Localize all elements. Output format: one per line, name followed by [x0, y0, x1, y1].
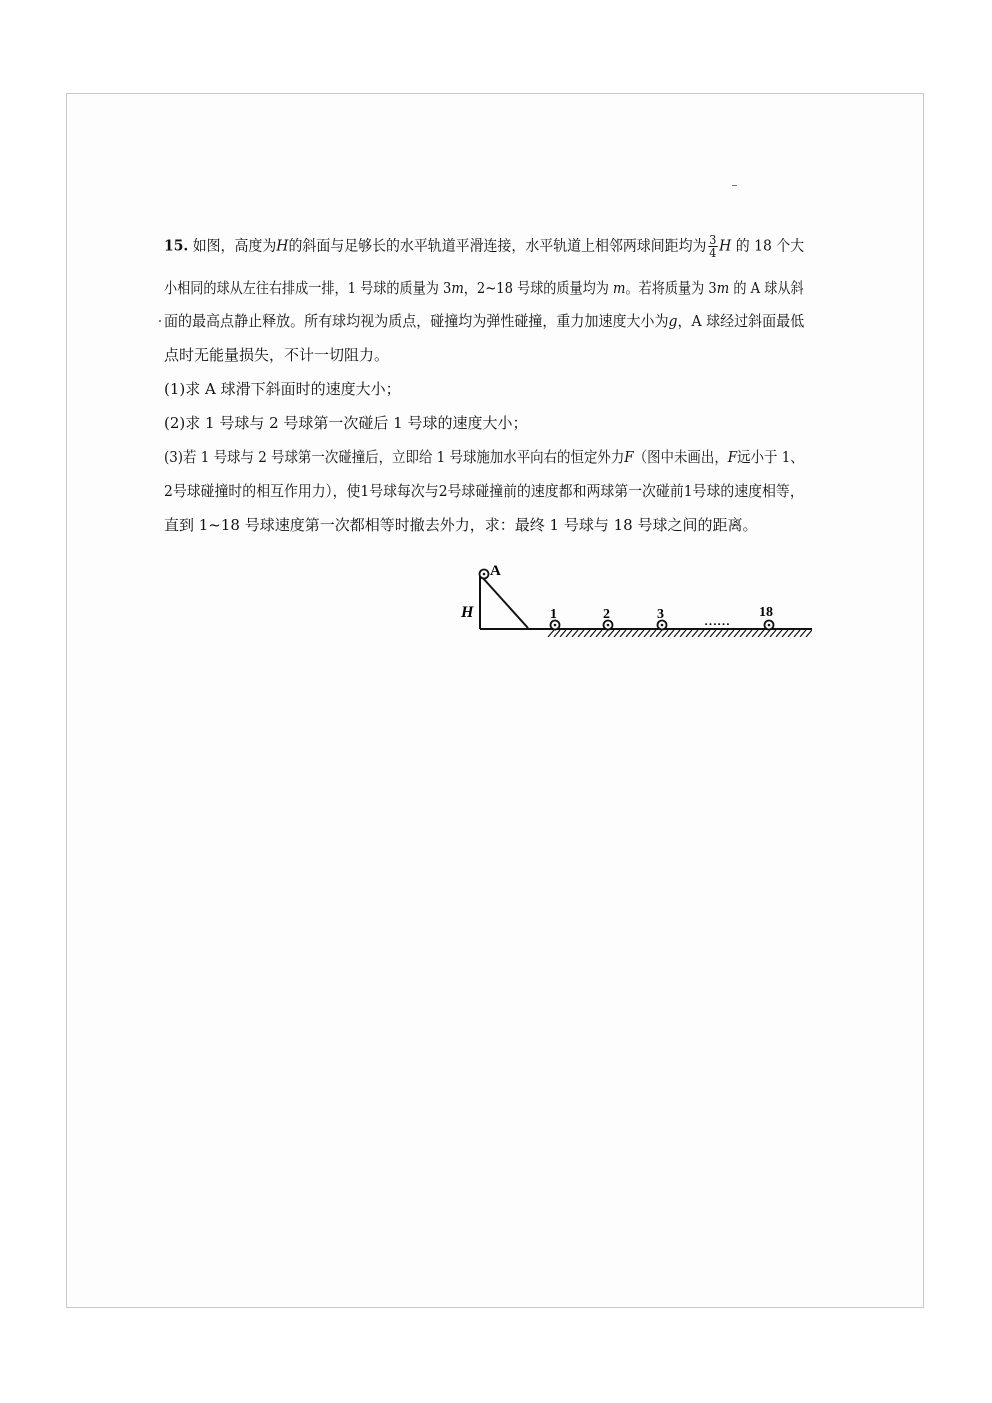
hatch-mark — [686, 630, 692, 637]
var-f: F — [624, 448, 634, 466]
hatch-mark — [764, 630, 770, 637]
hatch-mark — [704, 630, 710, 637]
q3-line-3-content — [164, 518, 757, 533]
incline-track-diagram — [452, 558, 814, 640]
scan-speck — [732, 185, 737, 186]
line-4-text: 点时无能量损失，不计一切阻力。 — [164, 346, 390, 364]
hatch-mark — [770, 630, 776, 637]
hatch-mark — [650, 630, 656, 637]
line-2-text-c: 。若将质量为 3 — [625, 279, 717, 297]
hatch-mark — [752, 630, 758, 637]
ground-hatching — [548, 630, 814, 637]
q3-line-2-content — [164, 484, 804, 499]
var-f-2: F — [727, 448, 738, 466]
hatch-mark — [806, 630, 812, 637]
var-h-2: H — [719, 236, 732, 255]
q3-text-a: (3)若 1 号球与 2 号球第一次碰撞后，立即给 1 号球施加水平向右的恒定外力 — [164, 448, 625, 466]
hatch-mark — [692, 630, 698, 637]
hatch-mark — [674, 630, 680, 637]
fraction-denominator: 4 — [709, 246, 717, 260]
hatch-mark — [554, 630, 560, 637]
ball-18-center — [768, 624, 771, 627]
hatch-mark — [716, 630, 722, 637]
hatch-mark — [794, 630, 800, 637]
problem-line-4 — [164, 348, 389, 363]
hatch-mark — [782, 630, 788, 637]
hatch-mark — [758, 630, 764, 637]
problem-line-2 — [164, 281, 896, 296]
label-ball-2: 2 — [603, 607, 610, 622]
var-m: m — [451, 279, 464, 297]
hatch-mark — [746, 630, 752, 637]
paper-sheet — [66, 93, 924, 1308]
hatch-mark — [776, 630, 782, 637]
hatch-mark — [662, 630, 668, 637]
question-1-text: (1)求 A 球滑下斜面时的速度大小； — [164, 380, 401, 398]
line-1-text-c: 的 18 个大 — [735, 236, 805, 255]
q3-text-b: （图中未画出， — [633, 448, 728, 466]
hatch-mark — [602, 630, 608, 637]
question-3-line-3 — [164, 518, 757, 533]
line-2-text-b: ，2~18 号球的质量均为 — [463, 279, 609, 297]
fraction-three-quarters — [708, 234, 717, 259]
hatch-mark — [728, 630, 734, 637]
label-ball-3: 3 — [657, 607, 664, 622]
problem-line-3 — [164, 314, 849, 329]
hatch-mark — [626, 630, 632, 637]
hatch-mark — [680, 630, 686, 637]
hatch-mark — [740, 630, 746, 637]
q3-text-d: 2号球碰撞时的相互作用力），使1号球每次与2号球碰撞前的速度都和两球第一次碰前1号球的速度相等， — [164, 482, 804, 500]
var-m-3: m — [716, 279, 730, 297]
ball-3-center — [661, 624, 664, 627]
fraction-numerator: 3 — [709, 233, 717, 247]
hatch-mark — [572, 630, 578, 637]
ball-2-center — [607, 624, 610, 627]
question-2 — [164, 416, 528, 431]
line-2-text-d: 的 A 球从斜 — [733, 279, 804, 297]
question-3-line-2 — [164, 484, 855, 499]
hatch-mark — [800, 630, 806, 637]
hatch-mark — [566, 630, 572, 637]
hatch-mark — [668, 630, 674, 637]
var-h: H — [276, 236, 289, 255]
hatch-mark — [548, 630, 554, 637]
hatch-mark — [698, 630, 704, 637]
hatch-mark — [590, 630, 596, 637]
hatch-mark — [722, 630, 728, 637]
line-1-content — [164, 234, 804, 259]
line-2-text-a: 小相同的球从左往右排成一排，1 号球的质量为 3 — [164, 279, 452, 297]
hatch-mark — [638, 630, 644, 637]
line-3-text-a: 面的最高点静止释放。所有球均视为质点，碰撞均为弹性碰撞，重力加速度大小为 — [164, 312, 669, 330]
label-ball-1: 1 — [550, 607, 557, 622]
line-3-content — [164, 314, 804, 329]
q3-text-e: 直到 1~18 号球速度第一次都相等时撤去外力，求：最终 1 号球与 18 号球之间的距离。 — [164, 516, 758, 534]
hatch-mark — [596, 630, 602, 637]
var-g: g — [668, 312, 678, 330]
scan-speck — [159, 320, 161, 322]
ball-a-center — [483, 573, 486, 576]
hatch-mark — [620, 630, 626, 637]
hatch-mark — [734, 630, 740, 637]
q3-line-1-content — [164, 450, 804, 465]
label-height-h: H — [461, 604, 474, 621]
question-1 — [164, 382, 401, 397]
question-2-text: (2)求 1 号球与 2 号球第一次碰后 1 号球的速度大小； — [164, 414, 528, 432]
var-m-2: m — [613, 279, 626, 297]
ellipsis-dots: …… — [704, 617, 730, 628]
hatch-mark — [644, 630, 650, 637]
q3-text-c: 远小于 1、 — [737, 448, 804, 466]
problem-line-1 — [164, 234, 853, 259]
line-2-content — [164, 281, 804, 296]
hatch-mark — [608, 630, 614, 637]
question-3-line-1 — [164, 450, 878, 465]
hatch-mark — [632, 630, 638, 637]
label-ball-18: 18 — [759, 605, 773, 620]
incline-slope — [482, 577, 528, 628]
hatch-mark — [614, 630, 620, 637]
hatch-mark — [578, 630, 584, 637]
hatch-mark — [812, 630, 814, 637]
hatch-mark — [656, 630, 662, 637]
line-1-text-b: 的斜面与足够长的水平轨道平滑连接，水平轨道上相邻两球间距均为 — [288, 236, 707, 255]
hatch-mark — [710, 630, 716, 637]
hatch-mark — [584, 630, 590, 637]
problem-number: 15. — [164, 236, 189, 255]
hatch-mark — [788, 630, 794, 637]
line-1-text-a: 如图，高度为 — [192, 236, 277, 255]
hatch-mark — [560, 630, 566, 637]
ball-1-center — [554, 624, 557, 627]
label-ball-a: A — [490, 563, 501, 579]
line-3-text-b: ，A 球经过斜面最低 — [677, 312, 805, 330]
